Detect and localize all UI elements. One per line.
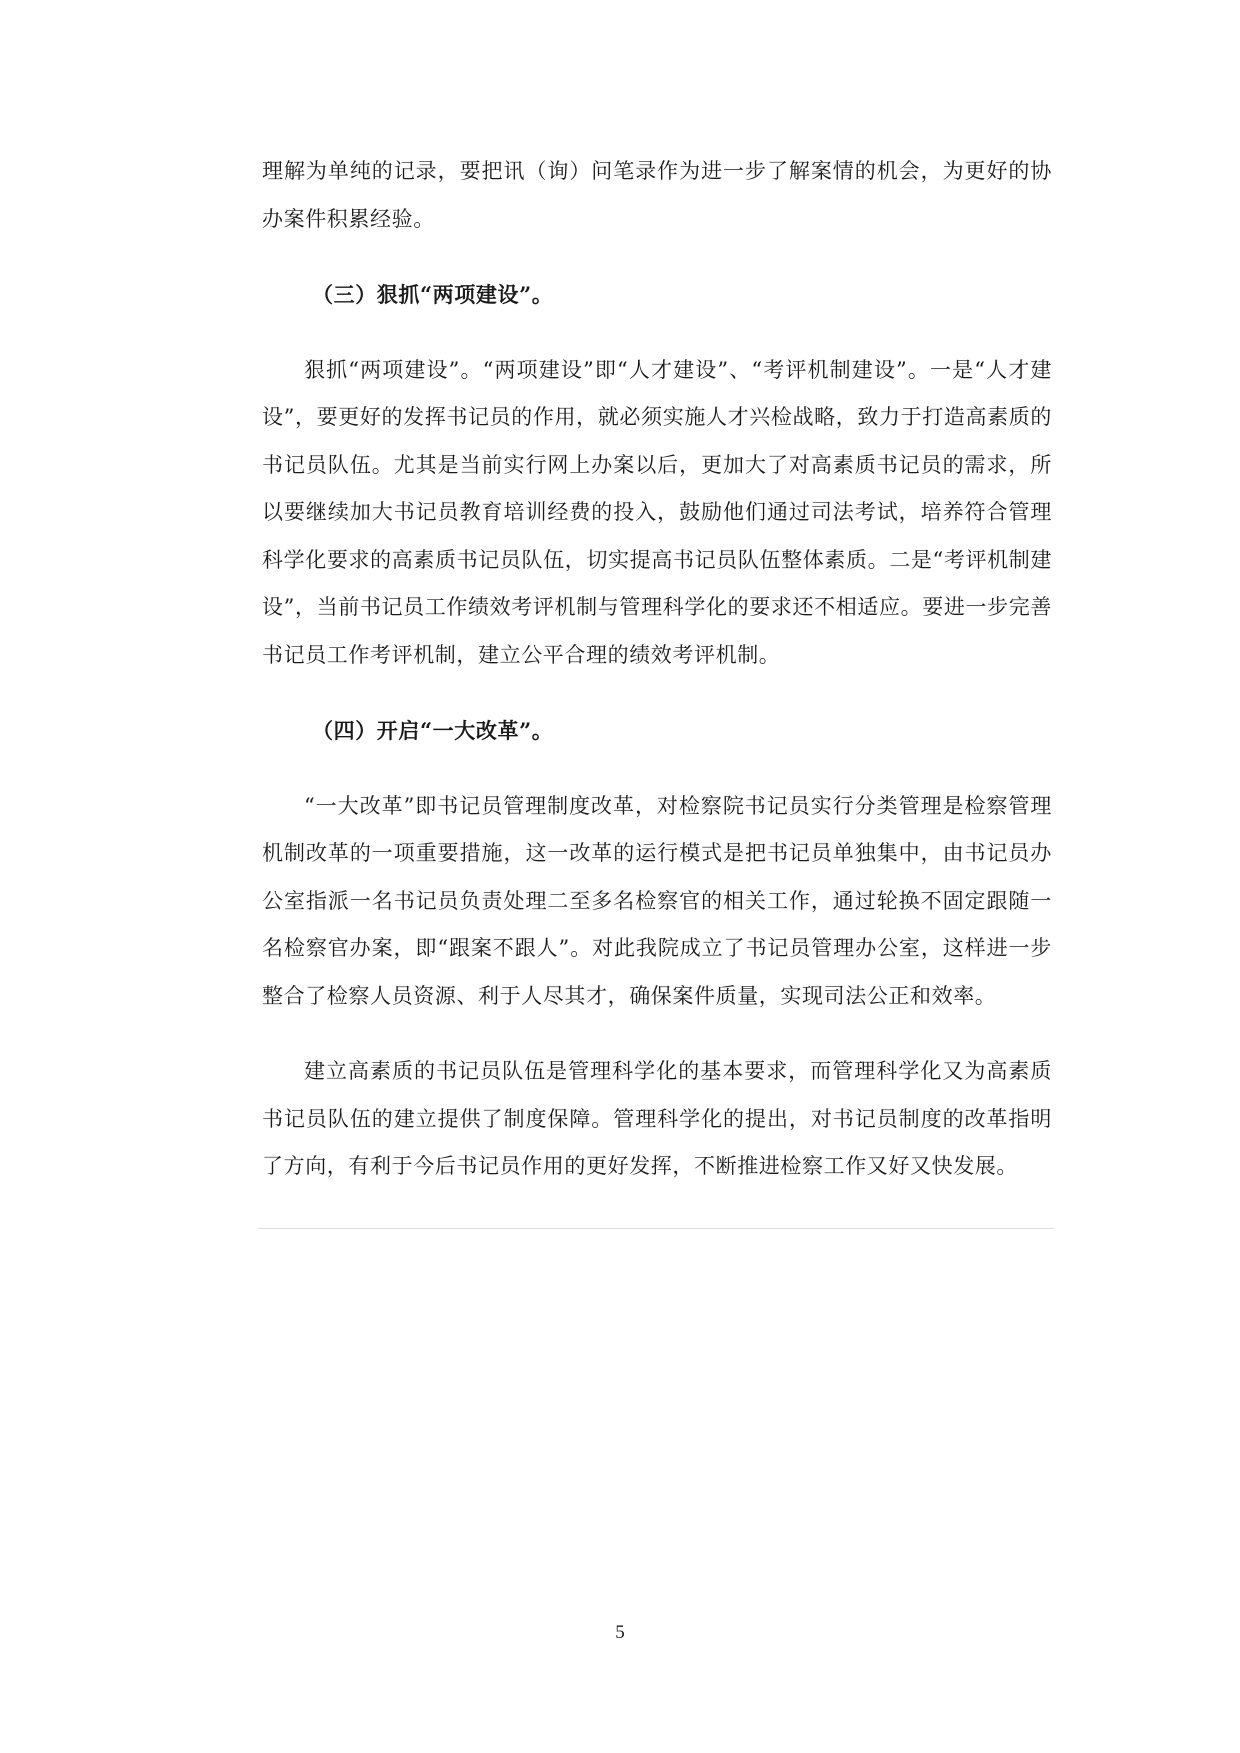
section-4-heading: （四）开启“一大改革”。 bbox=[312, 718, 554, 743]
document-body bbox=[262, 148, 1052, 1191]
conclusion-paragraph: 建立高素质的书记员队伍是管理科学化的基本要求，而管理科学化又为高素质书记员队伍的建立提供了制度保障。管理科学化的提出，对书记员制度的改革指明了方向，有利于今后书记员作用的更好发挥，不断推进检察工作又好又快发展。 bbox=[262, 1059, 1052, 1178]
section-3-body: 狠抓“两项建设”。“两项建设”即“人才建设”、“考评机制建设”。一是“人才建设”，要更好的发挥书记员的作用，就必须实施人才兴检战略，致力于打造高素质的书记员队伍。尤其是当前实行网上办案以后，更加大了对高素质书记员的需求，所以要继续加大书记员教育培训经费的投入，鼓励他们通过司法考试，培养符合管理科学化要求的高素质书记员队伍，切实提高书记员队伍整体素质。二是“考评机制建设”，当前书记员工作绩效考评机制与管理科学化的要求还不相适应。要进一步完善书记员工作考评机制，建立公平合理的绩效考评机制。 bbox=[262, 357, 1052, 667]
intro-paragraph: 理解为单纯的记录，要把讯（询）问笔录作为进一步了解案情的机会，为更好的协办案件积累经验。 bbox=[262, 159, 1052, 231]
footer-divider bbox=[258, 1228, 1054, 1229]
section-3-heading: （三）狠抓“两项建设”。 bbox=[312, 282, 554, 307]
section-4-body: “一大改革”即书记员管理制度改革，对检察院书记员实行分类管理是检察管理机制改革的一项重要措施，这一改革的运行模式是把书记员单独集中，由书记员办公室指派一名书记员负责处理二至多名检察官的相关工作，通过轮换不固定跟随一名检察官办案，即“跟案不跟人”。对此我院成立了书记员管理办公室，这样进一步整合了检察人员资源、利于人尽其才，确保案件质量，实现司法公正和效率。 bbox=[262, 793, 1052, 1008]
page-number: 5 bbox=[615, 1622, 625, 1643]
